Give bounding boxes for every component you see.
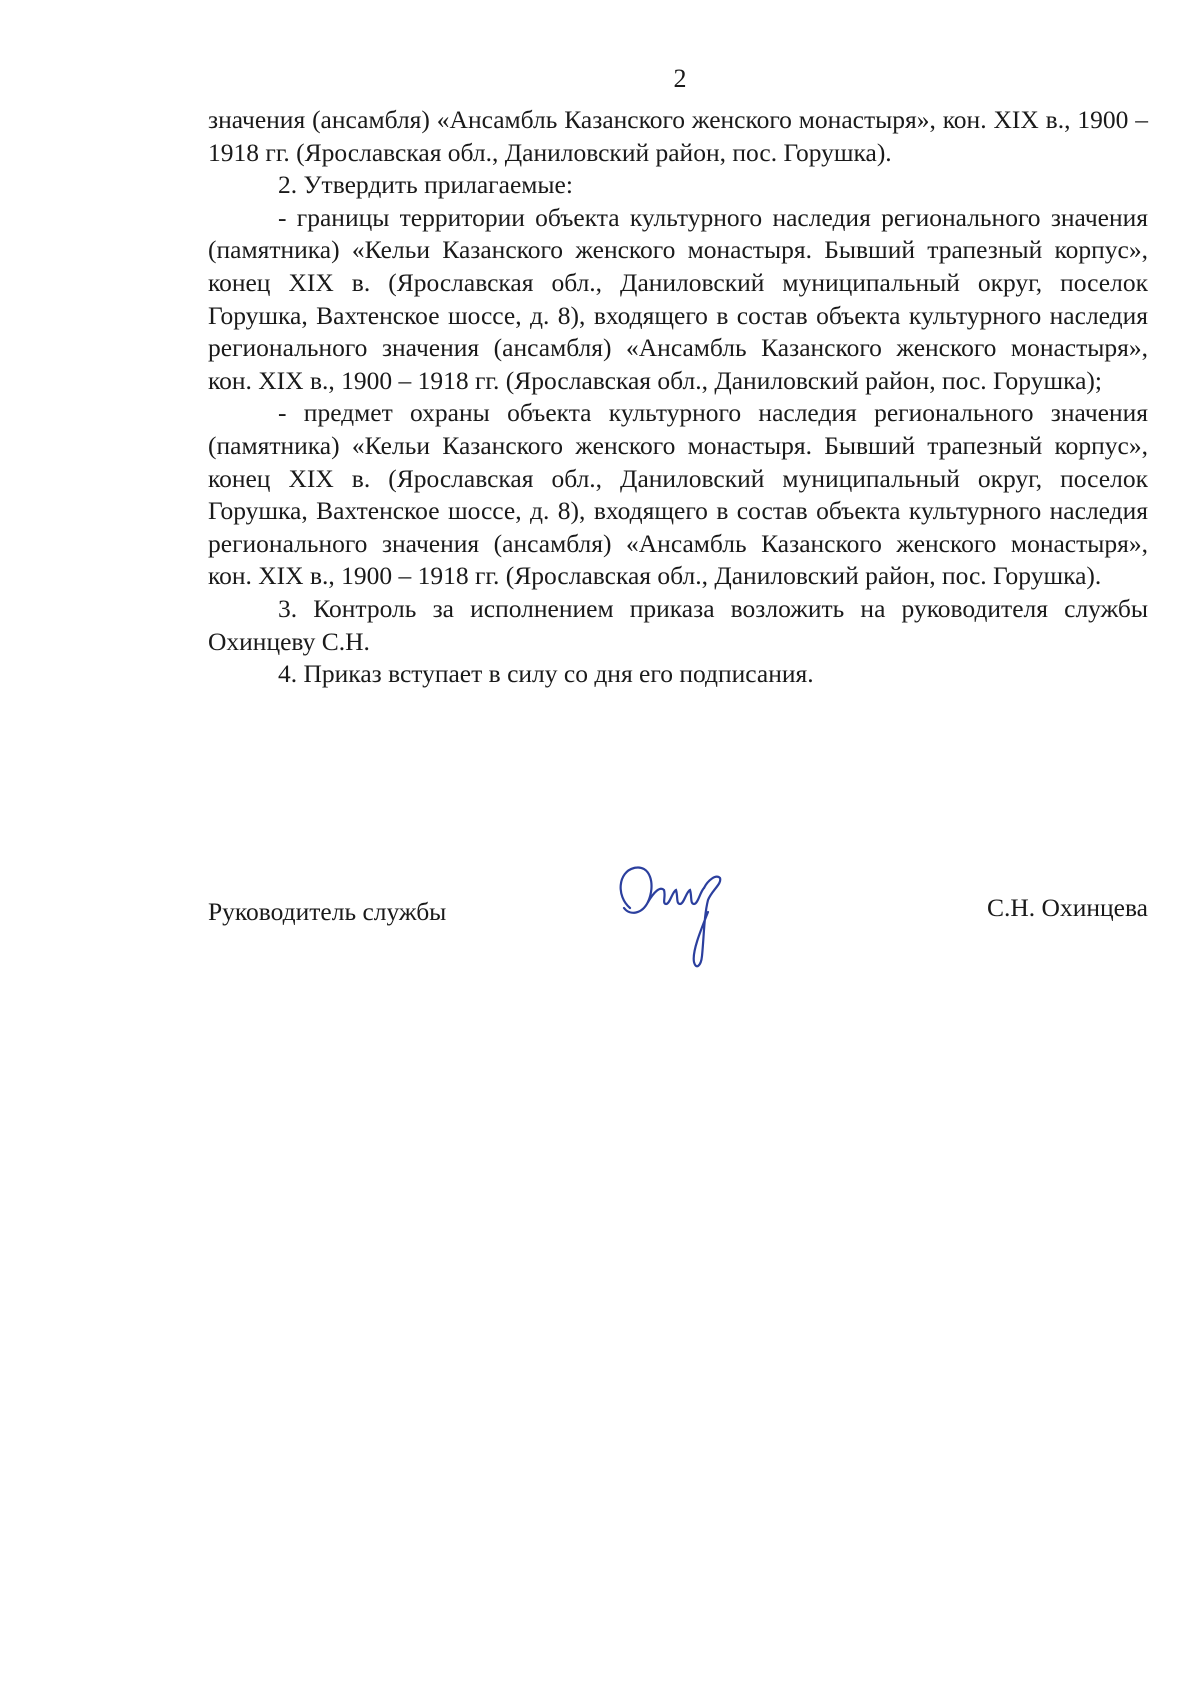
signatory-position: Руководитель службы (208, 897, 447, 926)
paragraph-continuation: значения (ансамбля) «Ансамбль Казанского женского монастыря», кон. XIX в., 1900 – 1918 гг. (Ярославская обл., Даниловский район, пос. Горушка). (208, 105, 1148, 167)
page-number: 2 (673, 64, 687, 93)
paragraph-item-3: 3. Контроль за исполнением приказа возложить на руководителя службы Охинцеву С.Н. (208, 593, 1148, 656)
document-body (208, 104, 1148, 691)
signatory-name: С.Н. Охинцева (987, 893, 1148, 922)
signature-block (208, 886, 1148, 966)
paragraph-boundaries: - границы территории объекта культурного наследия регионального значения (памятника) «Кельи Казанского женского монастыря. Бывший трапезный корпус», конец XIX в. (Ярославская обл., Даниловский муниципальный округ, поселок Горушка, Вахтенское шоссе, д. 8), входящего в состав объекта культурного наследия регионального значения (ансамбля) «Ансамбль Казанского женского монастыря», кон. XIX в., 1900 – 1918 гг. (Ярославская обл., Даниловский район, пос. Горушка); (208, 202, 1148, 395)
handwritten-signature (608, 856, 758, 986)
paragraph-protection-subject: - предмет охраны объекта культурного наследия регионального значения (памятника) «Кельи Казанского женского монастыря. Бывший трапезный корпус», конец XIX в. (Ярославская обл., Даниловский муниципальный округ, поселок Горушка, Вахтенское шоссе, д. 8), входящего в состав объекта культурного наследия регионального значения (ансамбля) «Ансамбль Казанского женского монастыря», кон. XIX в., 1900 – 1918 гг. (Ярославская обл., Даниловский район, пос. Горушка). (208, 398, 1148, 591)
paragraph-item-4: 4. Приказ вступает в силу со дня его подписания. (278, 659, 814, 689)
paragraph-item-2: 2. Утвердить прилагаемые: (278, 170, 573, 200)
